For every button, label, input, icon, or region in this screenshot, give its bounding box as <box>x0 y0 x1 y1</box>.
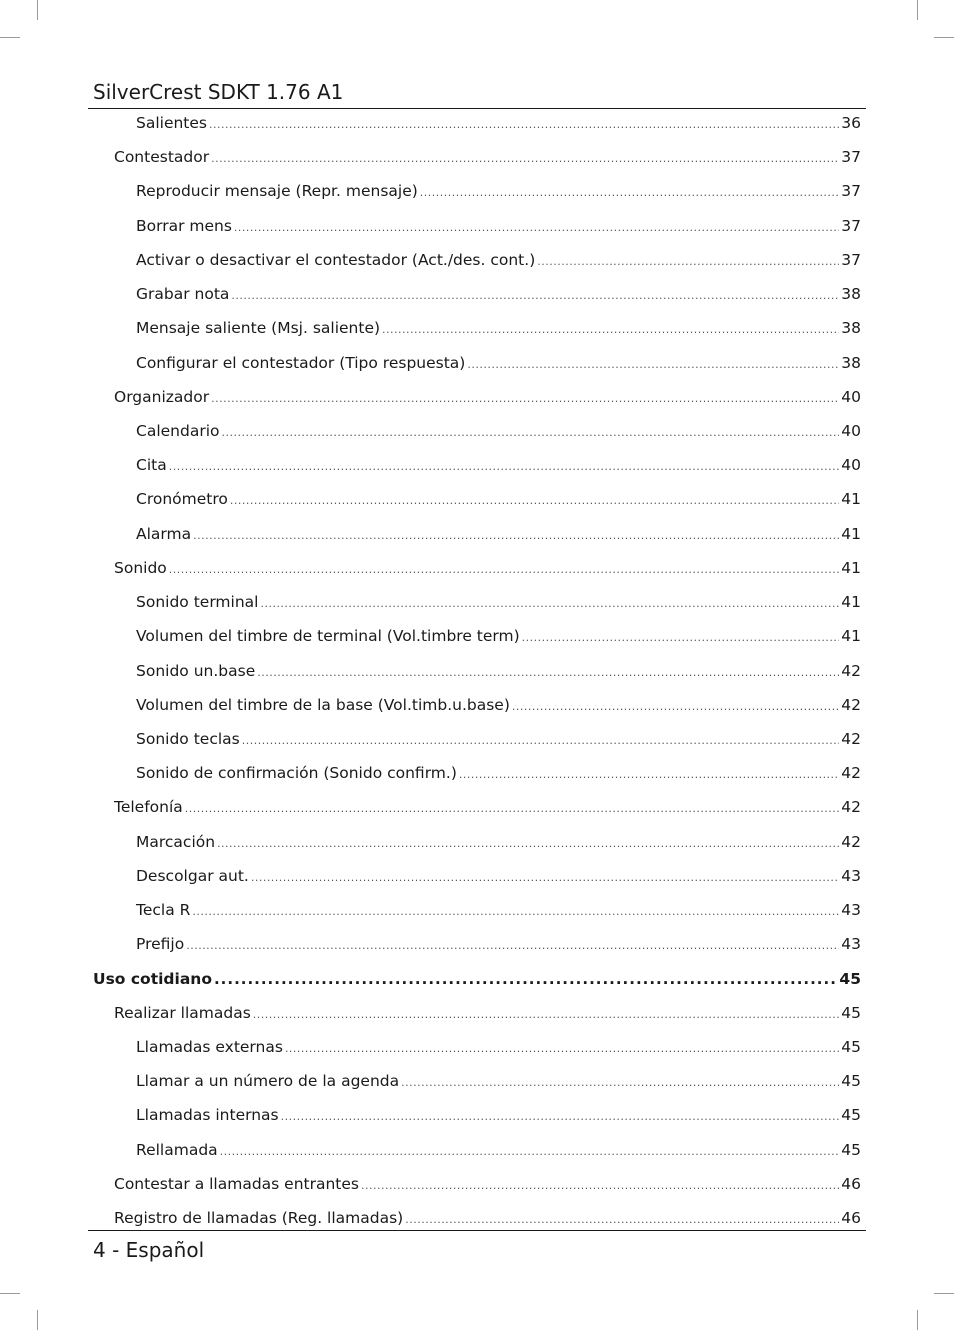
toc-entry-label: Activar o desactivar el contestador (Act./des. cont.) <box>136 250 536 269</box>
toc-entry-label: Prefijo <box>136 935 185 954</box>
toc-leader-dots <box>222 422 840 444</box>
toc-entry <box>136 762 861 784</box>
toc-leader-dots <box>230 490 839 512</box>
toc-entry-page: 45 <box>839 969 861 988</box>
toc-entry-page: 43 <box>841 901 861 920</box>
toc-entry-page: 37 <box>841 216 861 235</box>
toc-entry <box>136 899 861 921</box>
crop-mark <box>37 0 38 20</box>
toc-entry-page: 41 <box>841 490 861 509</box>
toc-entry-page: 36 <box>841 114 861 132</box>
crop-mark <box>37 1310 38 1330</box>
toc-leader-dots <box>169 559 839 581</box>
toc-entry <box>136 112 861 134</box>
toc-entry <box>136 694 861 716</box>
toc-leader-dots <box>382 319 839 341</box>
toc-leader-dots <box>251 867 839 889</box>
toc-entry <box>136 728 861 750</box>
toc-leader-dots <box>169 456 839 478</box>
toc-leader-dots <box>459 764 839 786</box>
toc-entry-label: Registro de llamadas (Reg. llamadas) <box>114 1209 404 1228</box>
toc-entry <box>114 557 861 579</box>
toc-leader-dots <box>234 217 839 239</box>
toc-entry-label: Volumen del timbre de la base (Vol.timb.u.base) <box>136 695 510 714</box>
toc-leader-dots <box>420 182 839 204</box>
toc-leader-dots <box>231 285 839 307</box>
toc-entry-label: Sonido <box>114 558 167 577</box>
toc-entry-label: Tecla R <box>136 901 191 920</box>
crop-mark <box>934 1293 954 1294</box>
toc-leader-dots <box>186 935 839 957</box>
footer-rule <box>88 1230 866 1231</box>
toc-entry-label: Configurar el contestador (Tipo respuesta) <box>136 353 466 372</box>
toc-entry <box>136 488 861 510</box>
toc-entry <box>136 215 861 237</box>
toc-leader-dots <box>192 901 839 923</box>
toc-entry-page: 41 <box>841 627 861 646</box>
toc-leader-dots <box>257 662 839 684</box>
toc-entry-page: 45 <box>841 1072 861 1091</box>
crop-mark <box>917 1310 918 1330</box>
toc-entry-label: Contestador <box>114 148 210 167</box>
toc-entry <box>114 1173 861 1195</box>
toc-entry <box>136 1036 861 1058</box>
toc-entry <box>136 420 861 442</box>
toc-entry-label: Llamadas internas <box>136 1106 279 1125</box>
toc-entry-page: 45 <box>841 1037 861 1056</box>
toc-entry <box>114 386 861 408</box>
toc-entry <box>114 796 861 818</box>
toc-entry-label: Sonido terminal <box>136 593 259 612</box>
toc-leader-dots <box>260 593 839 615</box>
toc-entry-page: 42 <box>841 695 861 714</box>
toc-entry-label: Llamadas externas <box>136 1037 283 1056</box>
crop-mark <box>0 37 20 38</box>
toc-entry-page: 45 <box>841 1106 861 1125</box>
toc-entry-label: Salientes <box>136 114 207 132</box>
toc-entry <box>136 283 861 305</box>
toc-entry-label: Cronómetro <box>136 490 228 509</box>
toc-leader-dots <box>214 968 837 990</box>
toc-entry-page: 43 <box>841 935 861 954</box>
toc-leader-dots <box>185 798 839 820</box>
toc-entry-page: 45 <box>841 1003 861 1022</box>
toc-leader-dots <box>361 1175 839 1197</box>
toc-entry-page: 41 <box>841 558 861 577</box>
toc-entry-label: Telefonía <box>114 798 183 817</box>
toc-entry-label: Rellamada <box>136 1140 218 1159</box>
toc-entry-page: 40 <box>841 387 861 406</box>
toc-leader-dots <box>211 388 839 410</box>
toc-entry <box>136 591 861 613</box>
toc-entry-page: 41 <box>841 524 861 543</box>
toc-entry <box>136 831 861 853</box>
toc-entry-page: 38 <box>841 319 861 338</box>
toc-entry <box>136 865 861 887</box>
toc-leader-dots <box>281 1106 839 1128</box>
toc-entry-label: Volumen del timbre de terminal (Vol.timbre term) <box>136 627 520 646</box>
toc-entry-page: 42 <box>841 764 861 783</box>
toc-entry-page: 37 <box>841 148 861 167</box>
toc-leader-dots <box>253 1004 839 1026</box>
toc-entry <box>114 1207 861 1229</box>
toc-entry-label: Reproducir mensaje (Repr. mensaje) <box>136 182 418 201</box>
toc-leader-dots <box>537 251 839 273</box>
crop-mark <box>917 0 918 20</box>
toc-leader-dots <box>220 1141 839 1163</box>
toc-entry-label: Organizador <box>114 387 210 406</box>
toc-entry-label: Sonido teclas <box>136 729 240 748</box>
toc-entry <box>136 625 861 647</box>
toc-entry-label: Contestar a llamadas entrantes <box>114 1174 359 1193</box>
toc-leader-dots <box>401 1072 839 1094</box>
toc-entry <box>136 1070 861 1092</box>
crop-mark <box>934 37 954 38</box>
toc-leader-dots <box>512 696 839 718</box>
toc-entry-page: 41 <box>841 593 861 612</box>
toc-entry-label: Calendario <box>136 421 220 440</box>
toc-leader-dots <box>405 1209 839 1231</box>
header-rule <box>88 108 866 109</box>
toc-entry-label: Borrar mens <box>136 216 232 235</box>
toc-entry <box>136 1139 861 1161</box>
toc-entry-label: Uso cotidiano <box>93 969 212 988</box>
toc-entry-label: Sonido un.base <box>136 661 256 680</box>
toc-entry <box>136 352 861 374</box>
toc-entry-page: 40 <box>841 421 861 440</box>
toc-entry <box>136 1104 861 1126</box>
toc-entry-page: 42 <box>841 798 861 817</box>
toc-entry <box>136 523 861 545</box>
toc-entry-label: Realizar llamadas <box>114 1003 251 1022</box>
page-header-title: SilverCrest SDKT 1.76 A1 <box>93 80 344 104</box>
toc-entry-label: Llamar a un número de la agenda <box>136 1072 400 1091</box>
toc-leader-dots <box>209 114 839 136</box>
toc-leader-dots <box>467 354 839 376</box>
toc-entry <box>136 933 861 955</box>
toc-entry <box>114 1002 861 1024</box>
toc-entry-page: 46 <box>841 1174 861 1193</box>
toc-entry-page: 37 <box>841 250 861 269</box>
toc-leader-dots <box>217 833 839 855</box>
toc-leader-dots <box>211 148 839 170</box>
toc-entry-label: Alarma <box>136 524 192 543</box>
toc-entry-label: Grabar nota <box>136 285 230 304</box>
toc-entry-page: 42 <box>841 729 861 748</box>
toc-entry <box>136 454 861 476</box>
toc-entry-label: Marcación <box>136 832 216 851</box>
toc-leader-dots <box>193 525 839 547</box>
toc-entry-label: Descolgar aut. <box>136 866 249 885</box>
toc-entry-page: 38 <box>841 285 861 304</box>
toc-entry-label: Mensaje saliente (Msj. saliente) <box>136 319 381 338</box>
toc-entry <box>93 968 861 990</box>
toc-entry-page: 37 <box>841 182 861 201</box>
toc-leader-dots <box>242 730 839 752</box>
page-footer-label: 4 - Español <box>93 1238 205 1262</box>
toc-entry <box>136 180 861 202</box>
toc-leader-dots <box>285 1038 839 1060</box>
toc-entry-label: Cita <box>136 456 167 475</box>
toc-entry-page: 43 <box>841 866 861 885</box>
toc-entry-page: 45 <box>841 1140 861 1159</box>
crop-mark <box>0 1293 20 1294</box>
toc-entry <box>136 317 861 339</box>
toc-entry-page: 42 <box>841 661 861 680</box>
toc-entry <box>136 249 861 271</box>
toc-entry-page: 42 <box>841 832 861 851</box>
toc-entry-page: 38 <box>841 353 861 372</box>
toc-entry <box>136 660 861 682</box>
toc-entry-label: Sonido de confirmación (Sonido confirm.) <box>136 764 457 783</box>
toc-entry-page: 40 <box>841 456 861 475</box>
toc-leader-dots <box>522 627 839 649</box>
toc-entry-page: 46 <box>841 1209 861 1228</box>
toc-entry <box>114 146 861 168</box>
